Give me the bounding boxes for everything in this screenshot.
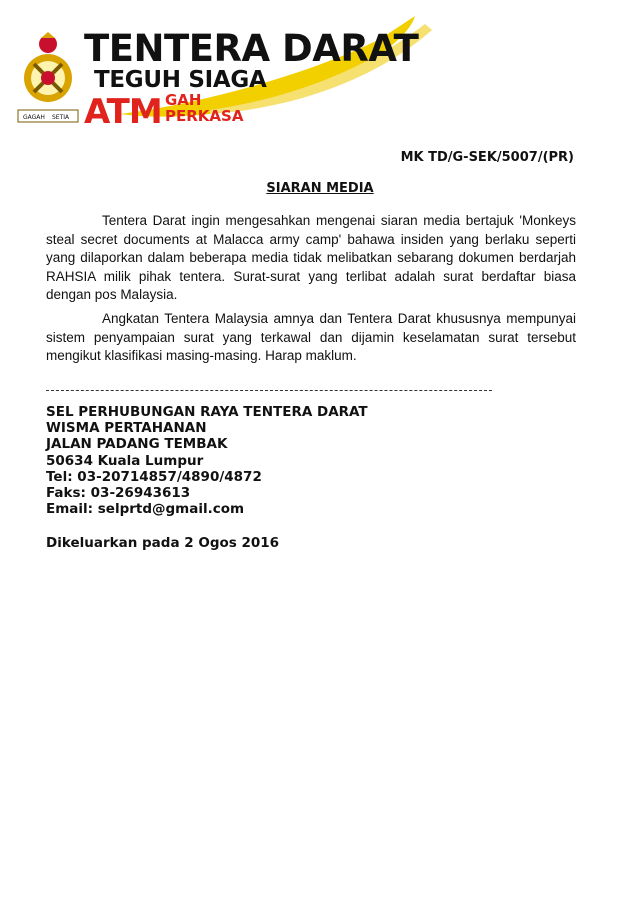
crest-motto-left: GAGAH [23, 114, 45, 121]
header-subtitle: TEGUH SIAGA [94, 67, 267, 93]
contact-city: 50634 Kuala Lumpur [46, 452, 204, 469]
army-crest-logo [14, 30, 82, 130]
slogan-top: GAH [165, 91, 202, 109]
contact-building: WISMA PERTAHANAN [46, 420, 207, 437]
slogan-bottom: PERKASA [165, 107, 244, 125]
reference-number: MK TD/G-SEK/5007/(PR) [400, 150, 574, 165]
letterhead [0, 0, 640, 140]
issued-date: Dikeluarkan pada 2 Ogos 2016 [46, 535, 280, 551]
contact-street: JALAN PADANG TEMBAK [46, 436, 228, 453]
contact-tel: Tel: 03-20714857/4890/4872 [46, 468, 262, 485]
paragraph-2: Angkatan Tentera Malaysia amnya dan Tentera Darat khususnya mempunyai sistem penyampaian surat yang terkawal dan dijamin keselamatan surat tersebut mengikut klasifikasi masing-masing. Harap maklum. [46, 311, 576, 364]
contact-fax: Faks: 03-26943613 [46, 485, 191, 502]
document-heading: SIARAN MEDIA [266, 181, 374, 196]
brand-atm: ATM [84, 92, 162, 132]
dashed-divider [46, 390, 492, 391]
contact-office: SEL PERHUBUNGAN RAYA TENTERA DARAT [46, 404, 368, 420]
contact-email: Email: selprtd@gmail.com [46, 501, 245, 518]
header-title: TENTERA DARAT [84, 27, 419, 70]
crest-motto-right: SETIA [52, 114, 70, 121]
contact-block [46, 404, 368, 517]
paragraph-1: Tentera Darat ingin mengesahkan mengenai siaran media bertajuk 'Monkeys steal secret documents at Malacca army camp' bahawa insiden yang berlaku seperti yang dilaporkan dalam beberapa media tidak melibatkan sebarang dokumen berdarjah RAHSIA milik pihak tentera. Surat-surat yang terlibat adalah surat berdaftar biasa dengan pos Malaysia. [46, 213, 576, 303]
